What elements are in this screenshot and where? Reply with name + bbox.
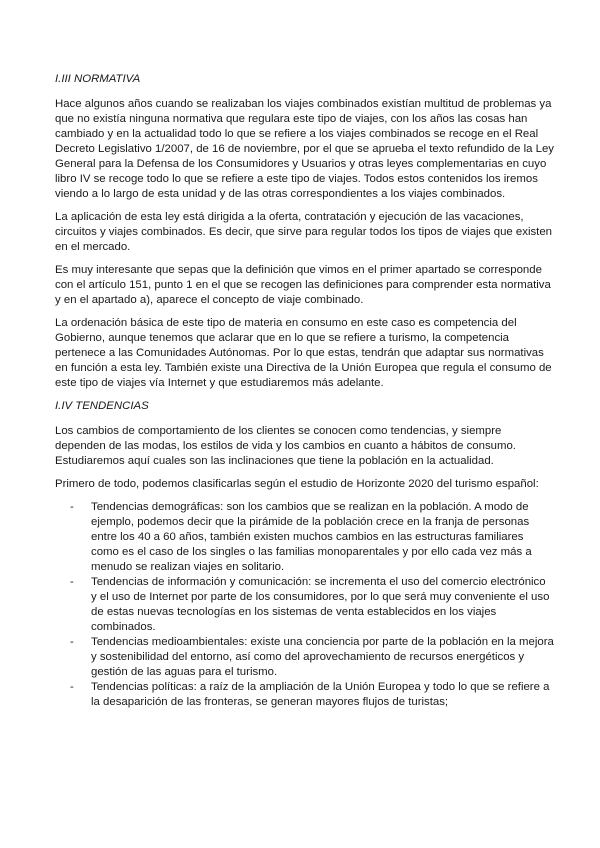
list-item-text: Tendencias de información y comunicación: se incrementa el uso del comercio electrónico y el uso de Internet por parte de los consumidores, por lo que será muy conveniente el uso de estas nuevas tecnologías en los sistemas de venta establecidos en los viajes combinados.	[91, 576, 550, 633]
paragraph: Los cambios de comportamiento de los clientes se conocen como tendencias, y siempre dependen de las modas, los estilos de vida y los cambios en cuanto a hábitos de consumo. Estudiaremos aquí cuales son las inclinaciones que tiene la población en la actualidad.	[55, 425, 516, 467]
section-heading-tendencias: I.IV TENDENCIAS	[55, 400, 149, 412]
paragraph: Es muy interesante que sepas que la definición que vimos en el primer apartado se corresponde con el artículo 151, punto 1 en el que se recogen las definiciones para comprender esta normativa y en el apartado a), aparece el concepto de viaje combinado.	[55, 264, 551, 306]
tendencias-list	[55, 500, 554, 710]
list-item-text: Tendencias políticas: a raíz de la ampliación de la Unión Europea y todo lo que se refiere a la desaparición de las fronteras, se generan mayores flujos de turistas;	[91, 681, 550, 708]
list-item-text: Tendencias demográficas: son los cambios que se realizan en la población. A modo de ejemplo, podemos decir que la pirámide de la población crece en la franja de personas entre los 40 a 60 años, también existen muchos cambios en las estructuras familiares como es el caso de los singles o las familias monoparentales y por ello cada vez más a menudo se realizan viajes en solitario.	[91, 501, 532, 573]
list-item	[55, 575, 554, 635]
bullet-dash: -	[70, 636, 74, 648]
paragraph: La aplicación de esta ley está dirigida a la oferta, contratación y ejecución de las vacaciones, circuitos y viajes combinados. Es decir, que sirve para regular todos los tipos de viajes que existen en el mercado.	[55, 211, 553, 253]
section-heading-normativa: I.III NORMATIVA	[55, 73, 141, 85]
bullet-dash: -	[70, 681, 74, 693]
list-item	[55, 500, 554, 575]
paragraph: Hace algunos años cuando se realizaban los viajes combinados existían multitud de problemas ya que no existía ninguna normativa que regulara este tipo de viajes, con los años las cosas han cambiado y en la actualidad todo lo que se refiere a los viajes combinados se recoge en el Real Decreto Legislativo 1/2007, de 16 de noviembre, por el que se aprueba el texto refundido de la Ley General para la Defensa de los Consumidores y Usuarios y otras leyes complementarias en cuyo libro IV se recoge todo lo que se refiere a este tipo de viajes. Todos estos contenidos los iremos viendo a lo largo de esta unidad y de las otras correspondientes a los viajes combinados.	[55, 98, 554, 200]
list-item	[55, 680, 554, 710]
list-item	[55, 635, 554, 680]
list-item-text: Tendencias medioambientales: existe una conciencia por parte de la población en la mejora y sostenibilidad del entorno, así como del aprovechamiento de recursos energéticos y gestión de las aguas para el turismo.	[91, 636, 554, 678]
paragraph: La ordenación básica de este tipo de materia en consumo en este caso es competencia del Gobierno, aunque tenemos que aclarar que en lo que se refiere a turismo, la competencia pertenece a las Comunidades Autónomas. Por lo que estas, tendrán que adaptar sus normativas en función a esta ley. También existe una Directiva de la Unión Europea que regula el consumo de este tipo de viajes vía Internet y que estudiaremos más adelante.	[55, 317, 552, 389]
bullet-dash: -	[70, 501, 74, 513]
paragraph: Primero de todo, podemos clasificarlas según el estudio de Horizonte 2020 del turismo español:	[55, 478, 539, 490]
bullet-dash: -	[70, 576, 74, 588]
